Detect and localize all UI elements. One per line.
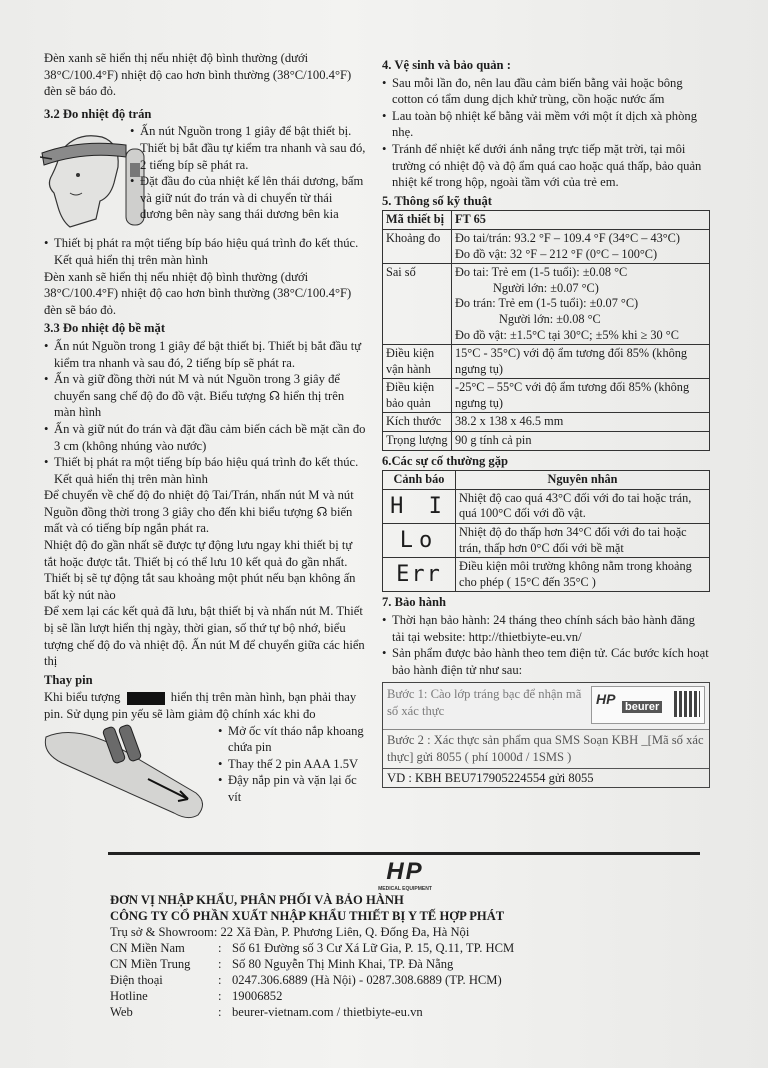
list-item: • Ấn và giữ nút đo trán và đặt đầu cảm biến cách bề mặt cần đo 3 cm (không nhúng vào nước) — [44, 421, 366, 454]
table-row — [383, 264, 710, 345]
table-cell: Nhiệt độ cao quá 43°C đối với đo tai hoặc trán, quá 100°C đối với đồ vật. — [456, 489, 710, 523]
footer-value: 19006852 — [232, 989, 283, 1003]
list-item: • Tránh để nhiệt kế dưới ánh nắng trực tiếp mặt trời, tại môi trường có nhiệt độ và độ ẩm quá cao hoặc quá thấp, bảo quản nhiệt kế trong hộp, ngoài tầm với của trẻ em. — [382, 141, 710, 191]
sticker-logo: HP — [596, 691, 616, 708]
footer-sep: : — [218, 1005, 222, 1019]
forehead-block — [44, 123, 366, 235]
s32-bullets — [130, 123, 366, 223]
table-cell: Điều kiện vận hành — [383, 345, 452, 379]
table-cell: Kích thước — [383, 413, 452, 432]
footer-value: beurer-vietnam.com / thietbiyte-eu.vn — [232, 1005, 423, 1019]
section-32-title: 3.2 Đo nhiệt độ trán — [44, 106, 152, 121]
footer-line-1: ĐƠN VỊ NHẬP KHẨU, PHÂN PHỐI VÀ BẢO HÀNH — [110, 893, 404, 907]
list-item: • Mở ốc vít tháo nắp khoang chứa pin — [218, 723, 366, 756]
table-row — [383, 489, 710, 523]
table-cell: 38.2 x 138 x 46.5 mm — [452, 413, 710, 432]
table-header: FT 65 — [452, 211, 710, 230]
table-row — [383, 345, 710, 379]
table-row — [383, 229, 710, 263]
table-cell: Nhiệt độ đo thấp hơn 34°C đối với đo tai hoặc trán, thấp hơn 0°C đối với bề mặt — [456, 524, 710, 558]
section-5-title: 5. Thông số kỹ thuật — [382, 193, 493, 208]
step-1-text: Bước 1: Cào lớp tráng bạc để nhận mã số xác thực — [387, 687, 582, 718]
battery-text-1: Khi biểu tượng — [44, 690, 121, 705]
intro-text: Đèn xanh sẽ hiển thị nếu nhiệt độ bình thường (dưới 38°C/100.4°F) nhiệt độ cao hơn bình thường (38°C/100.4°F) đèn sẽ báo đỏ. — [44, 51, 352, 99]
right-column — [382, 57, 710, 788]
list-item: • Ấn và giữ đồng thời nút M và nút Nguồn trong 3 giây để chuyển sang chế độ đo đồ vật. Biểu tượng ☊ hiển thị trên màn hình — [44, 371, 366, 421]
recall-text: Để xem lại các kết quả đã lưu, bật thiết bị và nhấn nút M. Thiết bị sẽ lần lượt hiển thị ngày, thời gian, số thứ tự bộ nhớ, biểu tượng chế độ đo và nhiệt độ. Ấn nút M để chuyển giữa các hiển thị — [44, 604, 365, 669]
table-cell — [452, 264, 710, 345]
table-row — [383, 432, 710, 451]
list-item: • Thiết bị phát ra một tiếng bíp báo hiệu quá trình đo kết thúc. Kết quả hiển thị trên màn hình — [44, 454, 366, 487]
spec-value: Đo đồ vật: ±1.5°C tại 30°C; ±5% khi ≥ 30 °C — [455, 327, 679, 342]
section-6-title: 6.Các sự cố thường gặp — [382, 453, 508, 468]
company-logo — [110, 858, 700, 890]
spec-value: Đo tai/trán: 93.2 °F – 109.4 °F (34°C – 43°C) — [455, 230, 680, 245]
footer-line-3: Trụ sở & Showroom: 22 Xã Đàn, P. Phương Liên, Q. Đống Đa, Hà Nội — [110, 925, 470, 939]
logo-text: HP — [386, 858, 424, 885]
warranty-example: VD : KBH BEU717905224554 gửi 8055 — [383, 768, 709, 788]
section-33-title: 3.3 Đo nhiệt độ bề mặt — [44, 321, 166, 336]
table-row — [383, 211, 710, 230]
table-cell: -25°C – 55°C với độ ẩm tương đối 85% (không ngưng tụ) — [452, 379, 710, 413]
list-item: • Ấn nút Nguồn trong 1 giây để bật thiết bị. Thiết bị bắt đầu tự kiểm tra nhanh và sau đó, 2 tiếng bíp sẽ phát ra. — [130, 123, 366, 173]
section-7-title: 7. Bảo hành — [382, 595, 447, 610]
table-cell: 15°C - 35°C) với độ ẩm tương đối 85% (không ngưng tụ) — [452, 345, 710, 379]
error-code-lo: Lo — [383, 524, 456, 558]
table-cell: 90 g tính cả pin — [452, 432, 710, 451]
spec-table — [382, 210, 710, 450]
battery-icon — [127, 692, 165, 705]
list-item: • Đặt đầu đo của nhiệt kế lên thái dương, bấm và giữ nút đo trán và di chuyển từ thái dương bên này sang thái dương bên kia — [130, 173, 366, 223]
table-cell: Trọng lượng — [383, 432, 452, 451]
footer-label: Hotline — [110, 989, 148, 1003]
list-item: • Thay thế 2 pin AAA 1.5V — [218, 756, 366, 773]
battery-text — [44, 689, 366, 722]
list-item: • Lau toàn bộ nhiệt kế bằng vải mềm với một ít dịch xà phòng nhẹ. — [382, 108, 710, 141]
battery-replacement-illustration — [38, 723, 214, 823]
footer-value: Số 80 Nguyễn Thị Minh Khai, TP. Đà Nẵng — [232, 957, 454, 971]
list-item: • Sản phẩm được bảo hành theo tem điện tử. Các bước kích hoạt bảo hành điện tử như sau: — [382, 645, 710, 678]
footer-row — [110, 972, 700, 988]
table-row — [383, 379, 710, 413]
footer — [110, 850, 700, 1020]
footer-value: 0247.306.6889 (Hà Nội) - 0287.308.6889 (TP. HCM) — [232, 973, 502, 987]
left-column — [44, 50, 366, 823]
table-cell: Khoảng đo — [383, 229, 452, 263]
sticker-brand: beurer — [622, 701, 662, 713]
table-row — [383, 471, 710, 490]
spec-value: Người lớn: ±0.08 °C — [499, 311, 601, 326]
footer-line-2: CÔNG TY CỔ PHẦN XUẤT NHẬP KHẨU THIẾT BỊ Y TẾ HỢP PHÁT — [110, 909, 505, 923]
s32-paragraph: Đèn xanh sẽ hiển thị nếu nhiệt độ bình thường (dưới 38°C/100.4°F) nhiệt độ cao hơn bình thường (38°C/100.4°F) đèn sẽ báo đỏ. — [44, 269, 352, 317]
footer-row — [110, 940, 700, 956]
battery-title: Thay pin — [44, 672, 93, 687]
s7-bullets — [382, 612, 710, 678]
error-table — [382, 470, 710, 592]
warranty-step-2: Bước 2 : Xác thực sản phẩm qua SMS Soạn KBH _[Mã số xác thực] gửi 8055 ( phí 1000đ / 1SMS ) — [387, 733, 704, 764]
list-item: • Sau mỗi lần đo, nên lau đầu cảm biến bằng vải hoặc bông cotton có tẩm dung dịch khử trùng, cồn hoặc nước ấm — [382, 75, 710, 108]
auto-off-text: Thiết bị sẽ tự động tắt sau khoảng một phút nếu bạn không ấn bất kỳ nút nào — [44, 571, 356, 602]
footer-label: Điện thoại — [110, 973, 163, 987]
footer-sep: : — [218, 941, 222, 955]
section-4-title: 4. Vệ sinh và bảo quản : — [382, 58, 511, 72]
error-code-hi: H I — [383, 489, 456, 523]
table-cell: Điều kiện môi trường không nằm trong khoảng cho phép ( 15°C đến 35°C ) — [456, 558, 710, 592]
battery-block — [44, 723, 366, 823]
spec-value: Người lớn: ±0.07 °C) — [493, 280, 599, 295]
table-header: Nguyên nhân — [456, 471, 710, 490]
battery-text-2: hiển thị trên màn hình, bạn phải thay pin. Sử dụng pin yếu sẽ làm giảm độ chính xác khi đo — [44, 690, 357, 721]
memory-text: Nhiệt độ đo gần nhất sẽ được tự động lưu ngay khi thiết bị tự tắt hoặc được tắt. Thiết bị có thể lưu 10 kết quả đo gần nhất. — [44, 538, 353, 569]
footer-sep: : — [218, 957, 222, 971]
footer-label: CN Miền Nam — [110, 941, 185, 955]
warranty-step-1 — [383, 683, 709, 730]
table-cell — [452, 229, 710, 263]
footer-label: CN Miền Trung — [110, 957, 191, 971]
qr-code-icon — [674, 691, 700, 717]
mode-switch-text: Để chuyển về chế độ đo nhiệt độ Tai/Trán, nhấn nút M và nút Nguồn đồng thời trong 3 giây cho đến khi biểu tượng ☊ biến mất và có tiếng bíp ngắn phát ra. — [44, 488, 354, 536]
s4-bullets — [382, 75, 710, 191]
footer-row — [110, 1004, 700, 1020]
logo-subtitle: MEDICAL EQUIPMENT — [378, 886, 432, 892]
footer-row — [110, 988, 700, 1004]
s33-bullets — [44, 338, 366, 487]
table-cell: Điều kiện bảo quản — [383, 379, 452, 413]
footer-label: Web — [110, 1005, 133, 1019]
s32-bullets-2 — [44, 235, 366, 268]
error-code-err: Err — [383, 558, 456, 592]
list-item: • Thời hạn bảo hành: 24 tháng theo chính sách bảo hành đăng tải tại website: http://thietbiyte-eu.vn/ — [382, 612, 710, 645]
list-item: • Thiết bị phát ra một tiếng bíp báo hiệu quá trình đo kết thúc. Kết quả hiển thị trên màn hình — [44, 235, 366, 268]
footer-sep: : — [218, 973, 222, 987]
table-row — [383, 558, 710, 592]
list-item: • Đậy nắp pin và vặn lại ốc vít — [218, 772, 366, 805]
footer-value: Số 61 Đường số 3 Cư Xá Lữ Gia, P. 15, Q.11, TP. HCM — [232, 941, 515, 955]
table-header: Cảnh báo — [383, 471, 456, 490]
table-row — [383, 524, 710, 558]
table-header: Mã thiết bị — [383, 211, 452, 230]
spec-value: Đo tai: Trẻ em (1-5 tuổi): ±0.08 °C — [455, 265, 628, 280]
table-row — [383, 413, 710, 432]
spec-value: Đo trán: Trẻ em (1-5 tuổi): ±0.07 °C) — [455, 296, 639, 311]
battery-bullets — [218, 723, 366, 806]
warranty-sticker — [591, 686, 705, 724]
warranty-steps-box — [382, 682, 710, 788]
table-cell: Sai số — [383, 264, 452, 345]
spec-value: Đo đồ vật: 32 °F – 212 °F (0°C – 100°C) — [455, 246, 658, 261]
footer-row — [110, 956, 700, 972]
footer-sep: : — [218, 989, 222, 1003]
list-item: • Ấn nút Nguồn trong 1 giây để bật thiết bị. Thiết bị bắt đầu tự kiểm tra nhanh và sau đó, 2 tiếng bíp sẽ phát ra. — [44, 338, 366, 371]
